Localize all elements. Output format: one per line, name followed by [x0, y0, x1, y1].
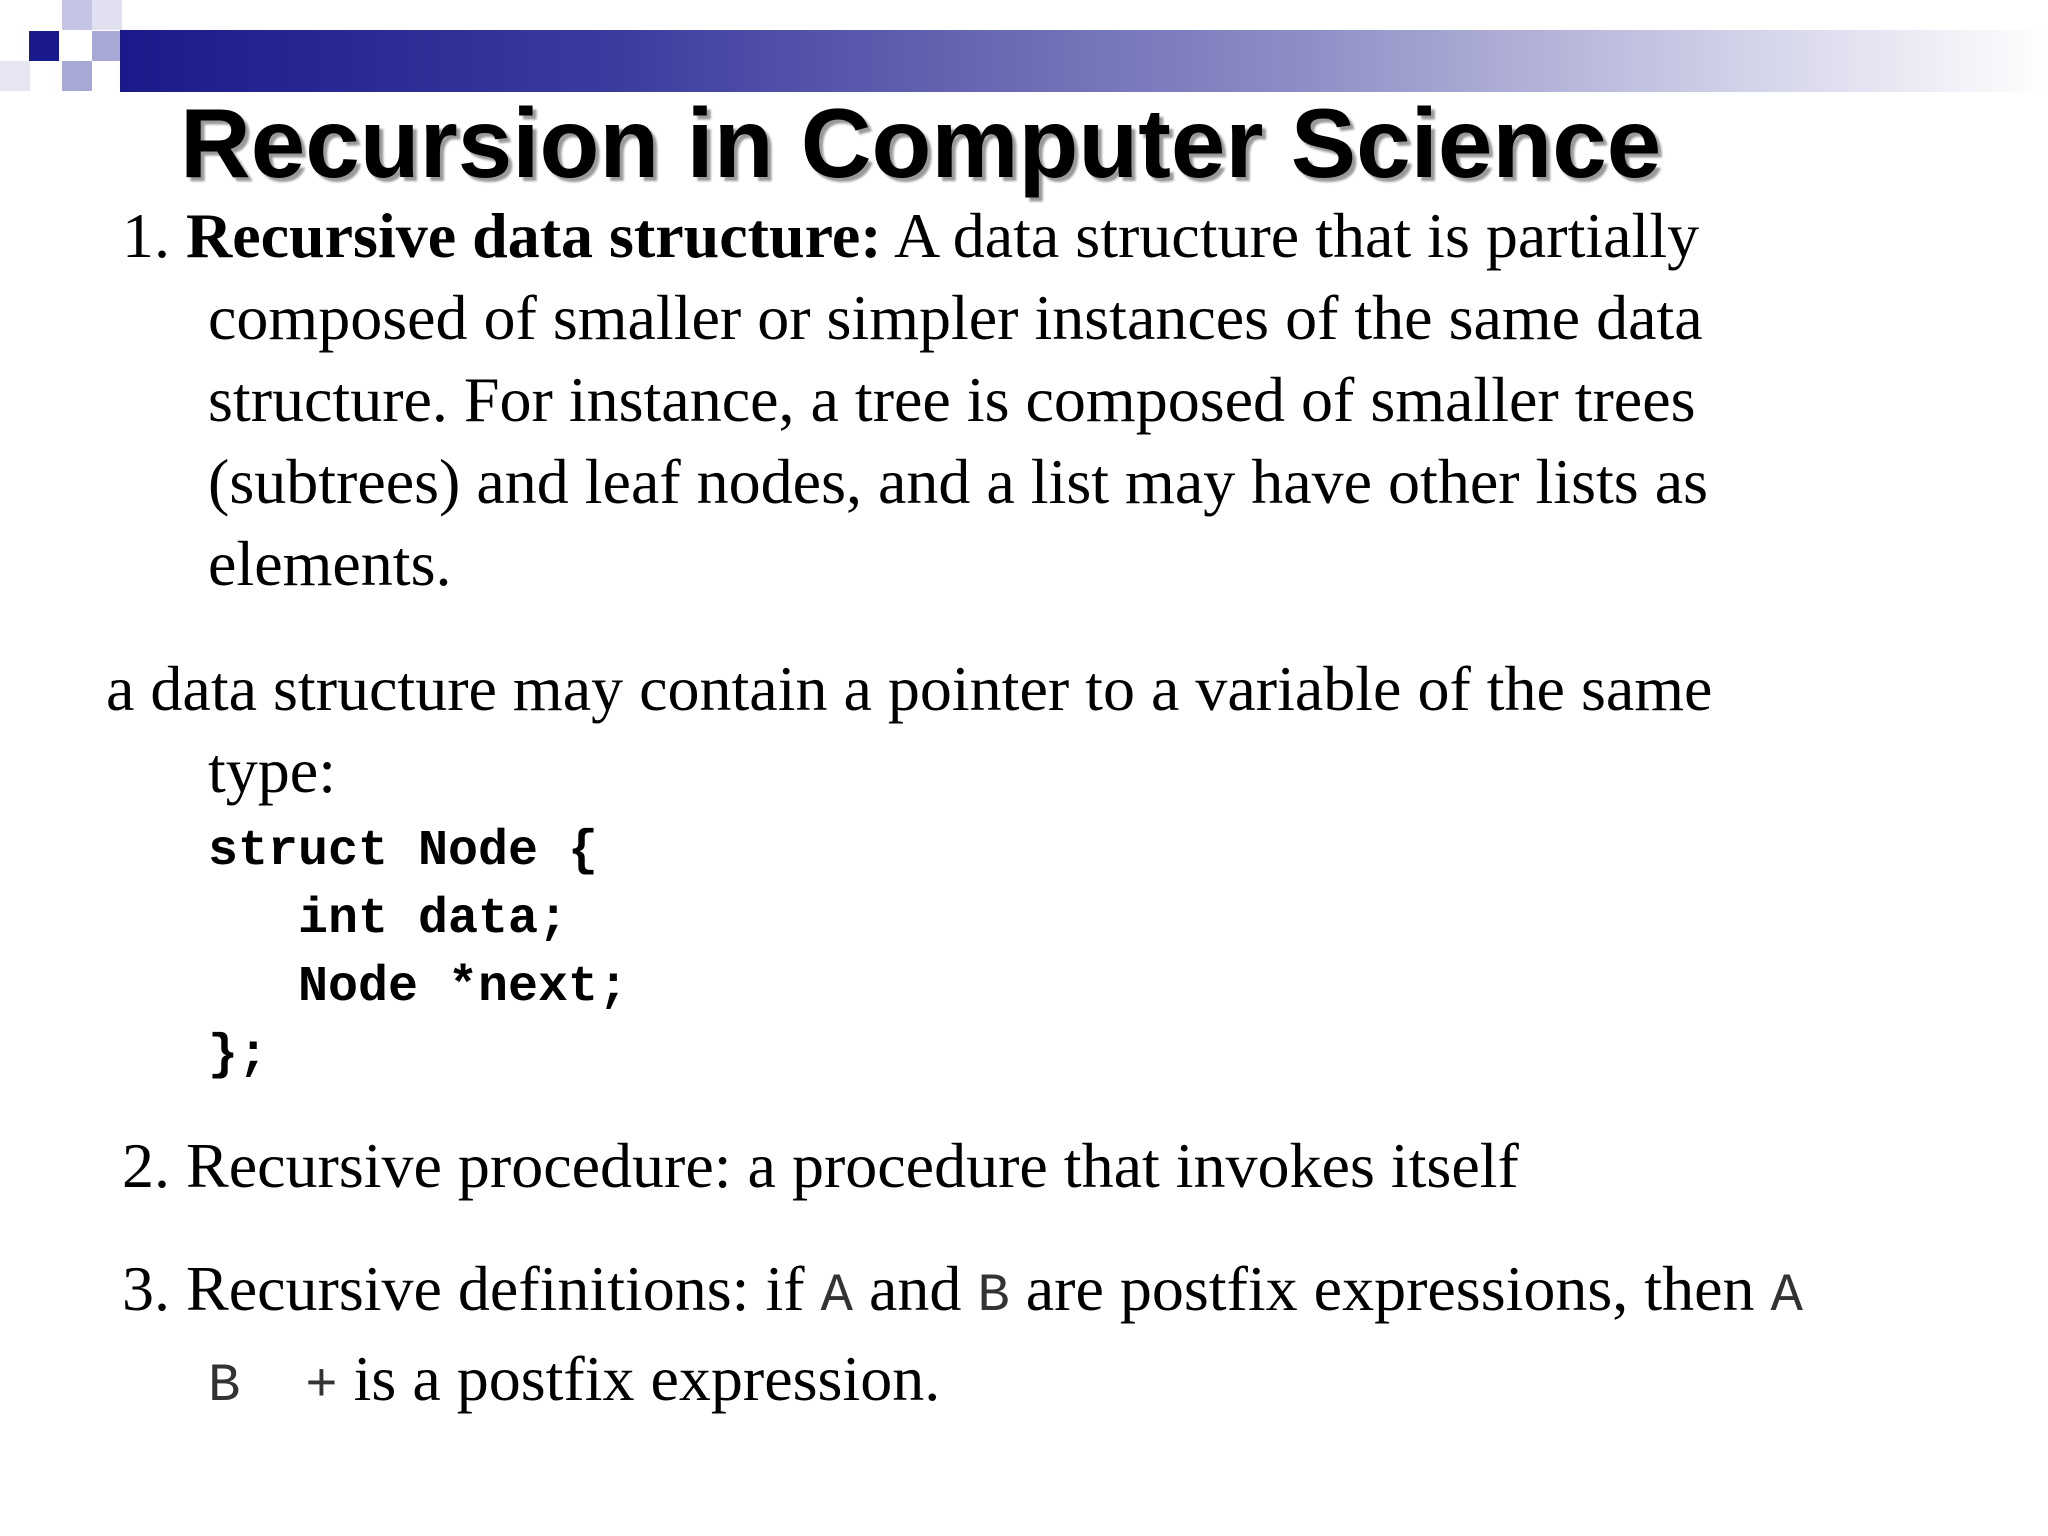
item3-var-a: A	[820, 1266, 853, 1327]
code-block	[208, 818, 628, 1090]
slide-title: Recursion in Computer Science	[180, 88, 1662, 198]
header-decoration-square	[0, 61, 30, 91]
item3-var-a2: A	[1770, 1266, 1803, 1327]
item1-line3: structure. For instance, a tree is composed of smaller trees	[208, 364, 1696, 435]
pointer-note	[106, 648, 1906, 812]
pointer-note-line2: type:	[208, 735, 336, 806]
code-line: Node *next;	[208, 959, 629, 1016]
item-recursive-definitions	[122, 1248, 1982, 1428]
item1-line1: A data structure that is partially	[894, 200, 1700, 271]
item1-term: Recursive data structure:	[186, 200, 882, 271]
item3-suffix: is a postfix expression.	[353, 1343, 941, 1414]
header-decoration-square	[62, 61, 92, 91]
code-line: struct Node {	[208, 823, 599, 880]
header-gradient-bar	[120, 30, 2048, 92]
item-recursive-data-structure	[122, 195, 1882, 605]
item3-var-b: B	[977, 1266, 1010, 1327]
item3-and: and	[868, 1253, 962, 1324]
header-decoration-square	[92, 0, 122, 30]
item3-middle: are postfix expressions, then	[1025, 1253, 1755, 1324]
item-recursive-procedure: 2. Recursive procedure: a procedure that invokes itself	[122, 1130, 1519, 1201]
code-line: int data;	[208, 891, 569, 948]
header-decoration-square	[62, 0, 92, 30]
item3-prefix: 3. Recursive definitions: if	[122, 1253, 805, 1324]
code-line: };	[208, 1027, 269, 1084]
item1-line5: elements.	[208, 528, 452, 599]
item1-number: 1.	[122, 200, 170, 271]
item1-first-line	[122, 200, 1699, 271]
item3-b-plus: B +	[208, 1356, 338, 1417]
header-decoration-square	[92, 31, 122, 61]
header-decoration-square	[29, 31, 59, 61]
item1-line2: composed of smaller or simpler instances of the same data	[208, 282, 1703, 353]
pointer-note-line1: a data structure may contain a pointer to a variable of the same	[106, 653, 1713, 724]
item1-line4: (subtrees) and leaf nodes, and a list may have other lists as	[208, 446, 1708, 517]
